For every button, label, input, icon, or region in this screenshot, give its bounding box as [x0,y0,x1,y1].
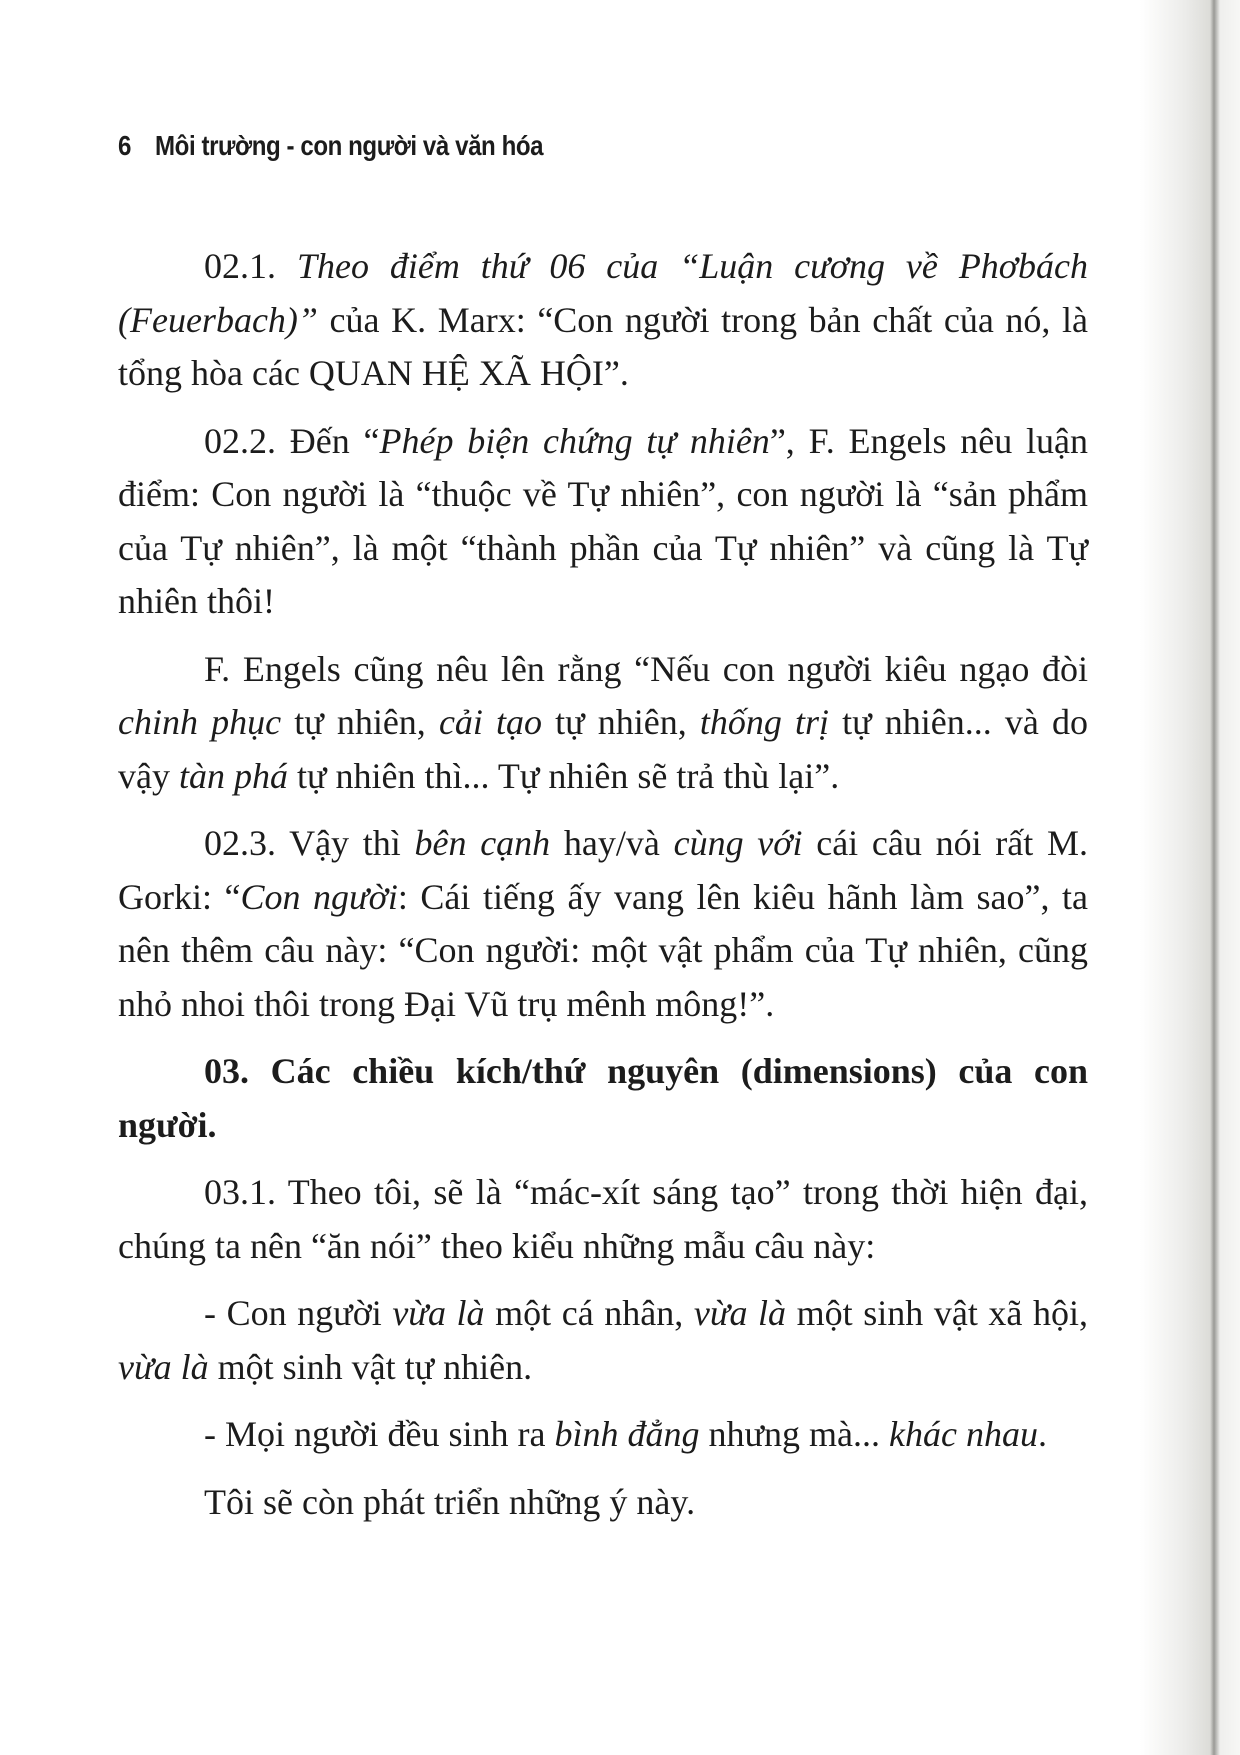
italic-run: cải tạo [438,702,543,742]
text-run: F. Engels cũng nêu lên rằng “Nếu con người kiêu ngạo đòi [204,648,1088,689]
paragraph-03-1: 03.1. Theo tôi, sẽ là “mác-xít sáng tạo” trong thời hiện đại, chúng ta nên “ăn nói” theo kiểu những mẫu câu này: [118,1172,1088,1266]
dash-item-2 [118,1408,1088,1462]
paragraph-engels [118,643,1088,804]
italic-run: bên cạnh [414,823,551,863]
paragraph-02-2 [118,415,1088,629]
italic-run: chinh phục [118,702,282,742]
italic-run: khác nhau [889,1414,1038,1454]
text-run: cái câu nói rất M. Gorki: “ [118,823,1088,917]
italic-run: Theo điểm thứ 06 của “Luận cương về Phơbách (Feuerbach)” [118,246,1088,340]
italic-run: tàn phá [178,755,288,796]
text-run: một sinh vật tự nhiên. [208,1346,533,1387]
running-header [118,130,543,162]
text-run: 02.1. [204,246,297,286]
text-run: : Cái tiếng ấy vang lên kiêu hãnh làm sao”, ta nên thêm câu này: “Con người: một vật phẩm của Tự nhiên, cũng nhỏ nhoi thôi trong Đại Vũ trụ mênh mông!”. [118,876,1088,1024]
text-run: nhưng mà... [699,1414,890,1454]
paragraph-02-3 [118,817,1088,1031]
text-run: 02.3. Vậy thì [204,823,415,863]
italic-run: Con người [240,876,398,917]
text-run: của K. Marx: “Con người trong bản chất của nó, là tổng hòa các QUAN HỆ XÃ HỘI”. [118,299,1088,393]
text-run: tự nhiên, [542,702,700,742]
page-edge [1140,0,1240,1755]
page-number: 6 [118,130,131,161]
italic-run: vừa là [392,1293,485,1333]
running-title: Môi trường - con người và văn hóa [155,130,544,161]
page-body [118,240,1088,1543]
text-run: một cá nhân, [484,1293,694,1333]
italic-run: bình đẳng [554,1414,700,1454]
text-run: tự nhiên, [281,702,439,742]
italic-run: cùng với [673,823,803,863]
text-run: - Mọi người đều sinh ra [204,1414,555,1454]
text-run: . [1038,1414,1047,1454]
text-run: ”, F. Engels nêu luận điểm: Con người là “thuộc về Tự nhiên”, con người là “sản phẩm của Tự nhiên”, là một “thành phần của Tự nhiên” và cũng là Tự nhiên thôi! [118,420,1088,621]
text-run: hay/và [550,823,674,863]
dash-item-1 [118,1287,1088,1394]
text-run: 02.2. Đến “ [204,420,380,461]
italic-run: Phép biện chứng tự nhiên [379,420,770,461]
italic-run: vừa là [118,1346,209,1387]
text-run: một sinh vật xã hội, [786,1293,1088,1333]
text-run: - Con người [204,1293,393,1333]
italic-run: vừa là [693,1293,787,1333]
closing-paragraph: Tôi sẽ còn phát triển những ý này. [204,1481,696,1522]
section-heading-03: 03. Các chiều kích/thứ nguyên (dimensions) của con người. [118,1051,1088,1145]
text-run: tự nhiên... và do vậy [118,702,1088,796]
italic-run: thống trị [699,702,830,742]
paragraph-02-1 [118,240,1088,401]
text-run: tự nhiên thì... Tự nhiên sẽ trả thù lại”. [288,755,840,796]
